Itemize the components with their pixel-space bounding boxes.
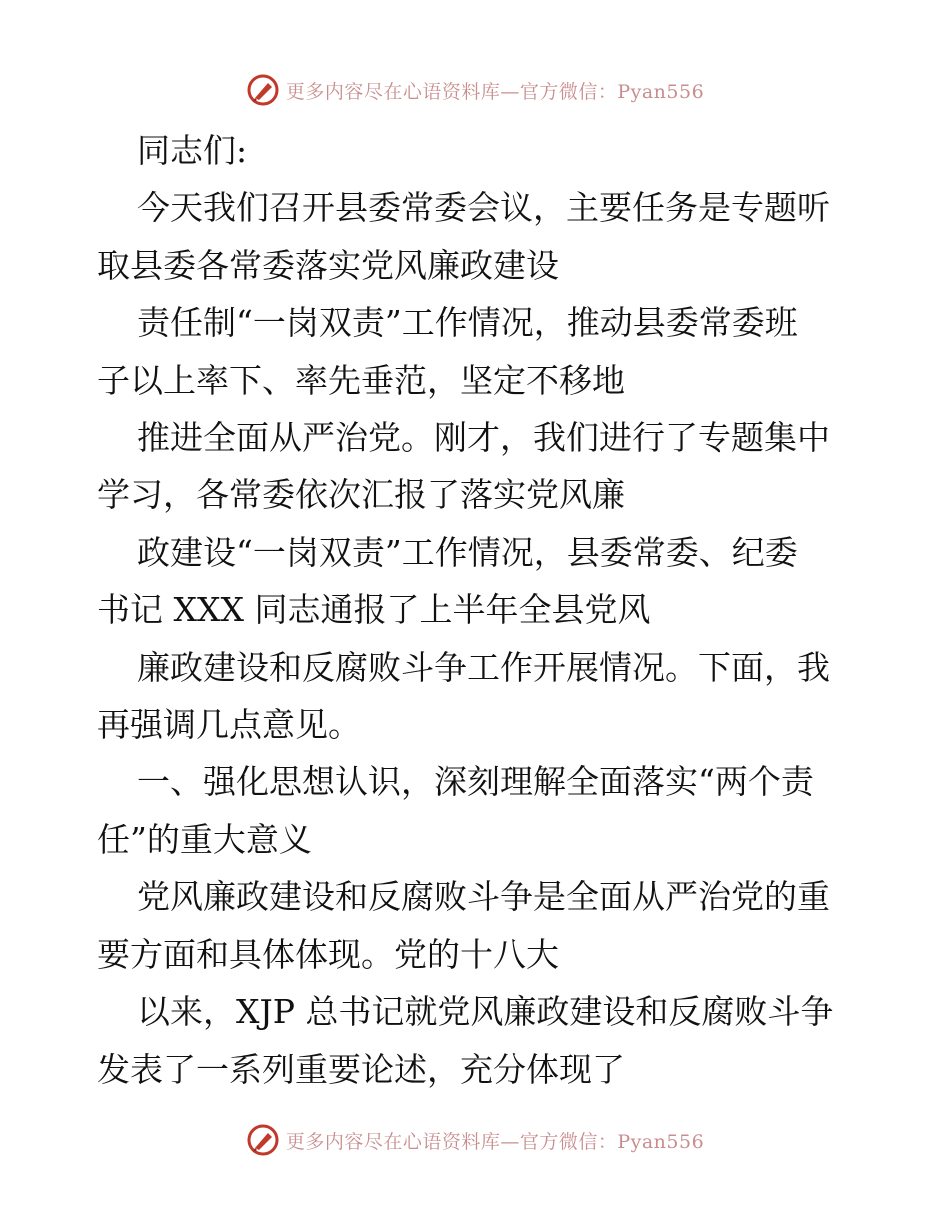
paragraph: [97, 179, 857, 294]
text-line: 再强调几点意见。: [97, 705, 361, 745]
text-line: 今天我们召开县委常委会议，主要任务是专题听: [137, 188, 830, 228]
text-line: 任”的重大意义: [97, 819, 312, 859]
paragraph: [97, 524, 857, 639]
text-line: 廉政建设和反腐败斗争工作开展情况。下面，我: [137, 647, 830, 687]
text-line: 发表了一系列重要论述，充分体现了: [97, 1049, 625, 1089]
text-line: 推进全面从严治党。刚才，我们进行了专题集中: [137, 418, 830, 458]
text-line: 学习，各常委依次汇报了落实党风廉: [97, 475, 625, 515]
section-heading: [97, 753, 857, 868]
pen-logo-icon: [246, 1123, 280, 1157]
text-line: 子以上率下、率先垂范，坚定不移地: [97, 360, 625, 400]
document-body: [97, 122, 857, 1098]
paragraph: [97, 868, 857, 983]
text-line: 责任制“一岗双责”工作情况，推动县委常委班: [137, 303, 798, 343]
paragraph: [97, 409, 857, 524]
text-line: 党风廉政建设和反腐败斗争是全面从严治党的重: [137, 877, 830, 917]
header-watermark: [0, 70, 950, 110]
paragraph: [97, 294, 857, 409]
text-line: 取县委各常委落实党风廉政建设: [97, 245, 559, 285]
pen-logo-icon: [246, 73, 280, 107]
text-line: 以来，XJP 总书记就党风廉政建设和反腐败斗争: [137, 992, 834, 1032]
text-line: 书记 XXX 同志通报了上半年全县党风: [97, 590, 651, 630]
text-line: 政建设“一岗双责”工作情况，县委常委、纪委: [137, 532, 798, 572]
watermark-text: 更多内容尽在心语资料库—官方微信：Pyan556: [285, 1130, 705, 1153]
text-line: 要方面和具体体现。党的十八大: [97, 934, 559, 974]
paragraph: [97, 983, 857, 1098]
paragraph: [97, 639, 857, 754]
watermark-text: 更多内容尽在心语资料库—官方微信：Pyan556: [285, 80, 705, 103]
text-line: 一、强化思想认识，深刻理解全面落实“两个责: [137, 762, 814, 802]
paragraph: [97, 122, 857, 179]
text-line: 同志们:: [137, 131, 248, 170]
footer-watermark: [0, 1120, 950, 1160]
